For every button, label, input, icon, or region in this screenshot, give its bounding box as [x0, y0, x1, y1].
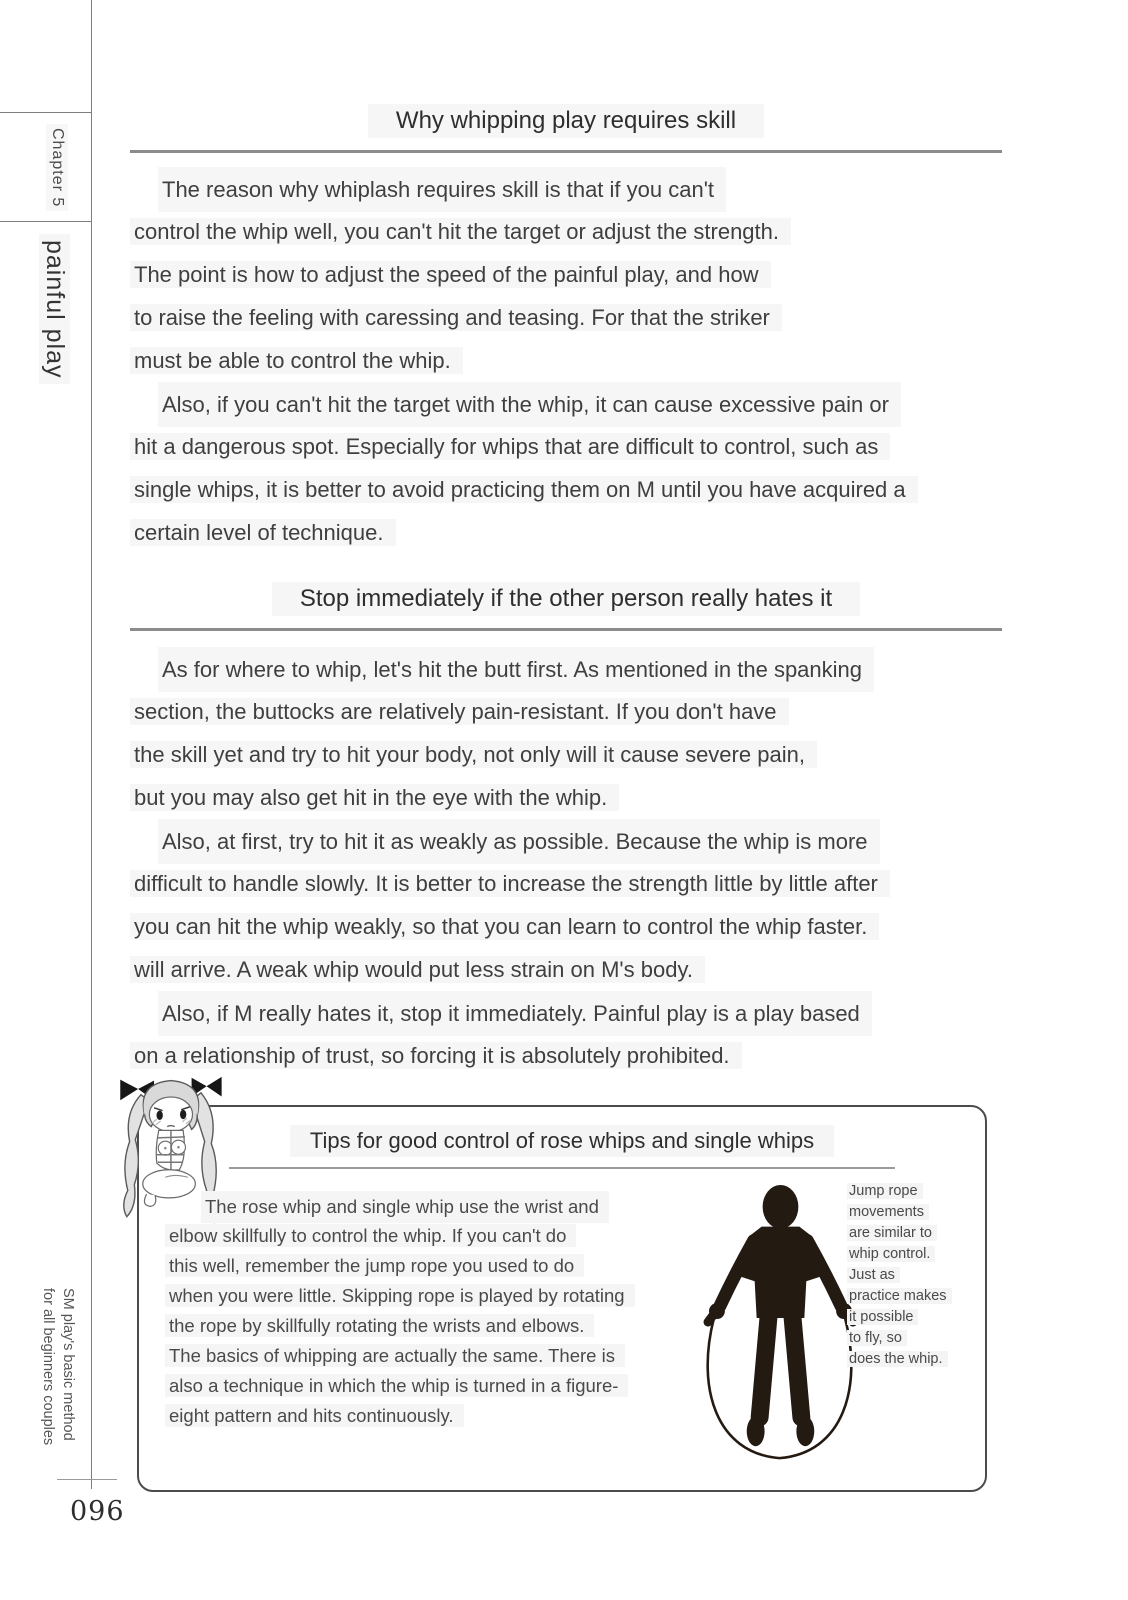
tip-box-rule	[229, 1167, 895, 1169]
caption-line: are similar to	[847, 1225, 937, 1241]
text-line: to raise the feeling with caressing and teasing. For that the striker	[130, 304, 782, 331]
page-number: 096	[70, 1496, 125, 1527]
caption-line: movements	[847, 1204, 929, 1220]
text-line: The point is how to adjust the speed of the painful play, and how	[130, 261, 771, 288]
text-line: control the whip well, you can't hit the target or adjust the strength.	[130, 218, 791, 245]
text-line: Also, if you can't hit the target with the whip, it can cause excessive pain or	[158, 382, 901, 427]
text-line: difficult to handle slowly. It is better to increase the strength little by little after	[130, 870, 890, 897]
book-subtitle-vertical	[38, 1288, 78, 1445]
paragraph-5	[130, 991, 1002, 1077]
text-line: section, the buttocks are relatively pain-resistant. If you don't have	[130, 698, 789, 725]
caption-line: does the whip.	[847, 1351, 948, 1367]
heading-rule-1	[130, 150, 1002, 153]
main-content	[130, 104, 1002, 1077]
book-subtitle-line1: SM play's basic method	[60, 1288, 76, 1441]
paragraph-3	[130, 647, 1002, 819]
sidebar-bottom-tick	[57, 1479, 117, 1480]
text-line: elbow skillfully to control the whip. If you can't do	[165, 1224, 576, 1247]
caption-line: to fly, so	[847, 1330, 907, 1346]
text-line: The rose whip and single whip use the wrist and	[201, 1191, 609, 1223]
tip-box-caption	[847, 1181, 977, 1370]
text-line: but you may also get hit in the eye with the whip.	[130, 784, 619, 811]
section-heading-1: Why whipping play requires skill	[130, 104, 1002, 138]
man-jumping-rope-silhouette	[687, 1177, 872, 1475]
caption-line: Just as	[847, 1267, 900, 1283]
chapter-title: painful play	[39, 234, 70, 384]
text-line: when you were little. Skipping rope is played by rotating	[165, 1284, 635, 1307]
text-line: the skill yet and try to hit your body, not only will it cause severe pain,	[130, 741, 817, 768]
text-line: on a relationship of trust, so forcing it is absolutely prohibited.	[130, 1042, 742, 1069]
text-line: As for where to whip, let's hit the butt first. As mentioned in the spanking	[158, 647, 874, 692]
caption-line: whip control.	[847, 1246, 935, 1262]
text-line: this well, remember the jump rope you used to do	[165, 1254, 584, 1277]
caption-line: Jump rope	[847, 1183, 923, 1199]
text-line: hit a dangerous spot. Especially for whips that are difficult to control, such as	[130, 433, 890, 460]
text-line: will arrive. A weak whip would put less strain on M's body.	[130, 956, 705, 983]
section-heading-2: Stop immediately if the other person really hates it	[130, 582, 1002, 616]
text-line: also a technique in which the whip is turned in a figure-	[165, 1374, 628, 1397]
chapter-label: Chapter 5	[46, 124, 68, 211]
caption-line: it possible	[847, 1309, 918, 1325]
sidebar-divider-top	[0, 112, 92, 113]
text-line: single whips, it is better to avoid practicing them on M until you have acquired a	[130, 476, 918, 503]
paragraph-1	[130, 167, 1002, 382]
text-line: eight pattern and hits continuously.	[165, 1404, 464, 1427]
tip-box-body	[165, 1191, 635, 1431]
tip-box	[137, 1105, 987, 1492]
text-line: The basics of whipping are actually the same. There is	[165, 1344, 625, 1367]
tip-box-title: Tips for good control of rose whips and single whips	[139, 1125, 985, 1157]
text-line: must be able to control the whip.	[130, 347, 463, 374]
book-subtitle-line2: for all beginners couples	[40, 1288, 56, 1446]
text-line: certain level of technique.	[130, 519, 396, 546]
text-line: the rope by skillfully rotating the wrists and elbows.	[165, 1314, 594, 1337]
paragraph-2	[130, 382, 1002, 554]
text-line: The reason why whiplash requires skill is that if you can't	[158, 167, 726, 212]
paragraph-4	[130, 819, 1002, 991]
text-line: Also, if M really hates it, stop it immediately. Painful play is a play based	[158, 991, 872, 1036]
sidebar-divider-bottom	[0, 221, 92, 222]
text-line: Also, at first, try to hit it as weakly as possible. Because the whip is more	[158, 819, 880, 864]
sidebar-vertical-rule	[91, 0, 92, 1489]
caption-line: practice makes	[847, 1288, 952, 1304]
heading-rule-2	[130, 628, 1002, 631]
text-line: you can hit the whip weakly, so that you can learn to control the whip faster.	[130, 913, 879, 940]
